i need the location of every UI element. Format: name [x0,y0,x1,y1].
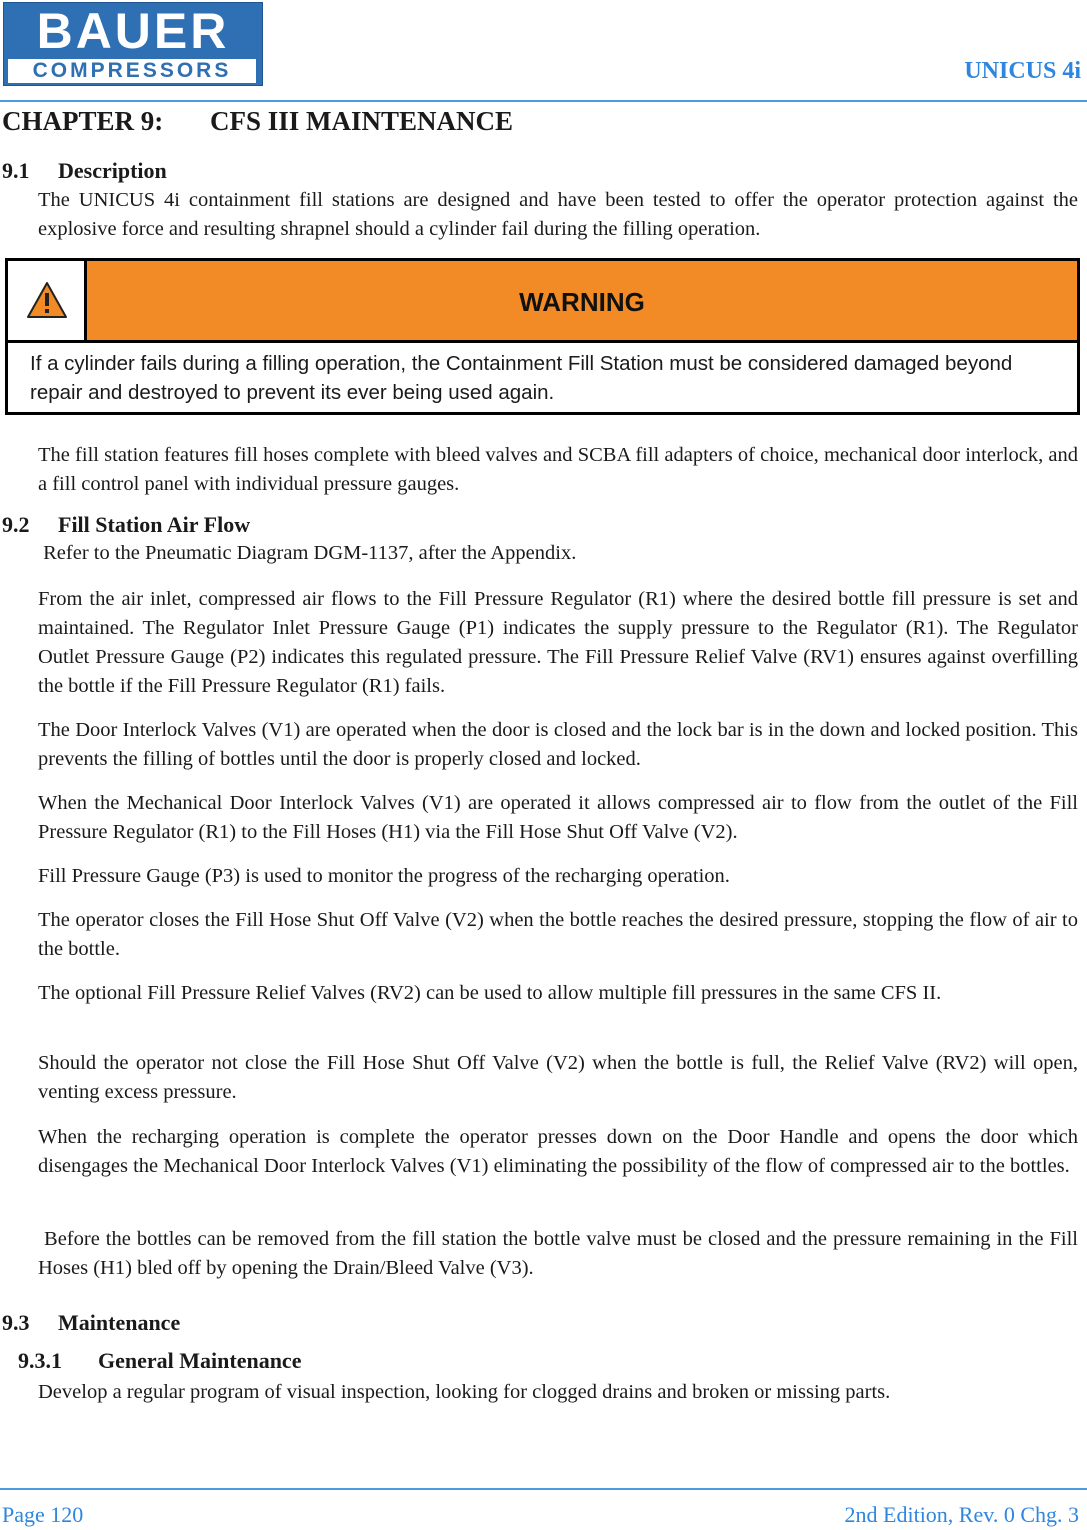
paragraph-door-interlock: The Door Interlock Valves (V1) are operated when the door is closed and the lock bar is in the down and locked position. This prevents the filling of bottles until the door is properly closed and locked. [38,719,1078,770]
section-title: Fill Station Air Flow [58,512,251,537]
paragraph-general-maintenance: Develop a regular program of visual inspection, looking for clogged drains and broken or missing parts. [38,1381,891,1403]
paragraph-optional-relief: The optional Fill Pressure Relief Valves (RV2) can be used to allow multiple fill pressures in the same CFS II. [38,982,942,1004]
paragraph-before-removal: Before the bottles can be removed from the fill station the bottle valve must be closed and the pressure remaining in the Fill Hoses (H1) bled off by opening the Drain/Bleed Valve (V3). [38,1228,1084,1279]
chapter-title [2,106,513,137]
paragraph-description: The UNICUS 4i containment fill stations are designed and have been tested to offer the operator protection against the explosive force and resulting shrapnel should a cylinder fail during the filling operation. [38,189,1078,240]
warning-icon-cell [8,261,87,343]
section-heading-9-2 [2,512,250,538]
product-name: UNICUS 4i [964,58,1081,84]
section-title: General Maintenance [98,1348,302,1373]
paragraph-relief-valve: Should the operator not close the Fill Hose Shut Off Valve (V2) when the bottle is full, the Relief Valve (RV2) will open, venting excess pressure. [38,1052,1078,1103]
paragraph-fill-gauge: Fill Pressure Gauge (P3) is used to monitor the progress of the recharging operation. [38,865,730,887]
section-heading-9-3 [2,1310,180,1336]
edition-label: 2nd Edition, Rev. 0 Chg. 3 [844,1502,1079,1527]
header-divider [0,100,1087,102]
section-number: 9.3.1 [18,1348,62,1373]
section-title: Description [58,158,167,183]
page-number: Page 120 [2,1502,84,1527]
paragraph-air-inlet: From the air inlet, compressed air flows to the Fill Pressure Regulator (R1) where the desired bottle fill pressure is set and maintained. The Regulator Inlet Pressure Gauge (P1) indicates the supply pressure to the Regulator (R1). The Regulator Outlet Pressure Gauge (P2) indicates this regulated pressure. The Fill Pressure Relief Valve (RV1) ensures against overfilling the bottle if the Fill Pressure Regulator (R1) fails. [38,588,1078,697]
paragraph-features: The fill station features fill hoses complete with bleed valves and SCBA fill adapters of choice, mechanical door interlock, and a fill control panel with individual pressure gauges. [38,444,1078,495]
warning-title: WARNING [87,261,1077,343]
warning-box [5,258,1080,415]
section-number: 9.3 [2,1310,30,1335]
section-heading-9-3-1 [18,1348,301,1374]
warning-triangle-icon [8,261,87,340]
chapter-number: CHAPTER 9: [2,106,164,136]
section-heading-9-1 [2,158,167,184]
logo-wordmark: BAUER [36,3,230,59]
warning-text: If a cylinder fails during a filling operation, the Containment Fill Station must be considered damaged beyond repair and destroyed to prevent its ever being used again. [30,352,1013,404]
logo-subtitle: COMPRESSORS [8,59,256,83]
paragraph-shut-off: The operator closes the Fill Hose Shut Off Valve (V2) when the bottle reaches the desired pressure, stopping the flow of air to the bottle. [38,909,1078,960]
paragraph-mechanical-interlock: When the Mechanical Door Interlock Valves (V1) are operated it allows compressed air to flow from the outlet of the Fill Pressure Regulator (R1) to the Fill Hoses (H1) via the Fill Hose Shut Off Valve (V2). [38,792,1078,843]
bauer-logo [3,2,263,86]
section-title: Maintenance [58,1310,181,1335]
section-number: 9.2 [2,512,30,537]
footer-divider [0,1488,1087,1490]
paragraph-refer: Refer to the Pneumatic Diagram DGM-1137, after the Appendix. [38,542,577,564]
paragraph-recharge-complete: When the recharging operation is complete the operator presses down on the Door Handle and opens the door which disengages the Mechanical Door Interlock Valves (V1) eliminating the possibility of the flow of compressed air to the bottles. [38,1126,1078,1177]
section-number: 9.1 [2,158,30,183]
chapter-name: CFS III MAINTENANCE [210,106,514,136]
